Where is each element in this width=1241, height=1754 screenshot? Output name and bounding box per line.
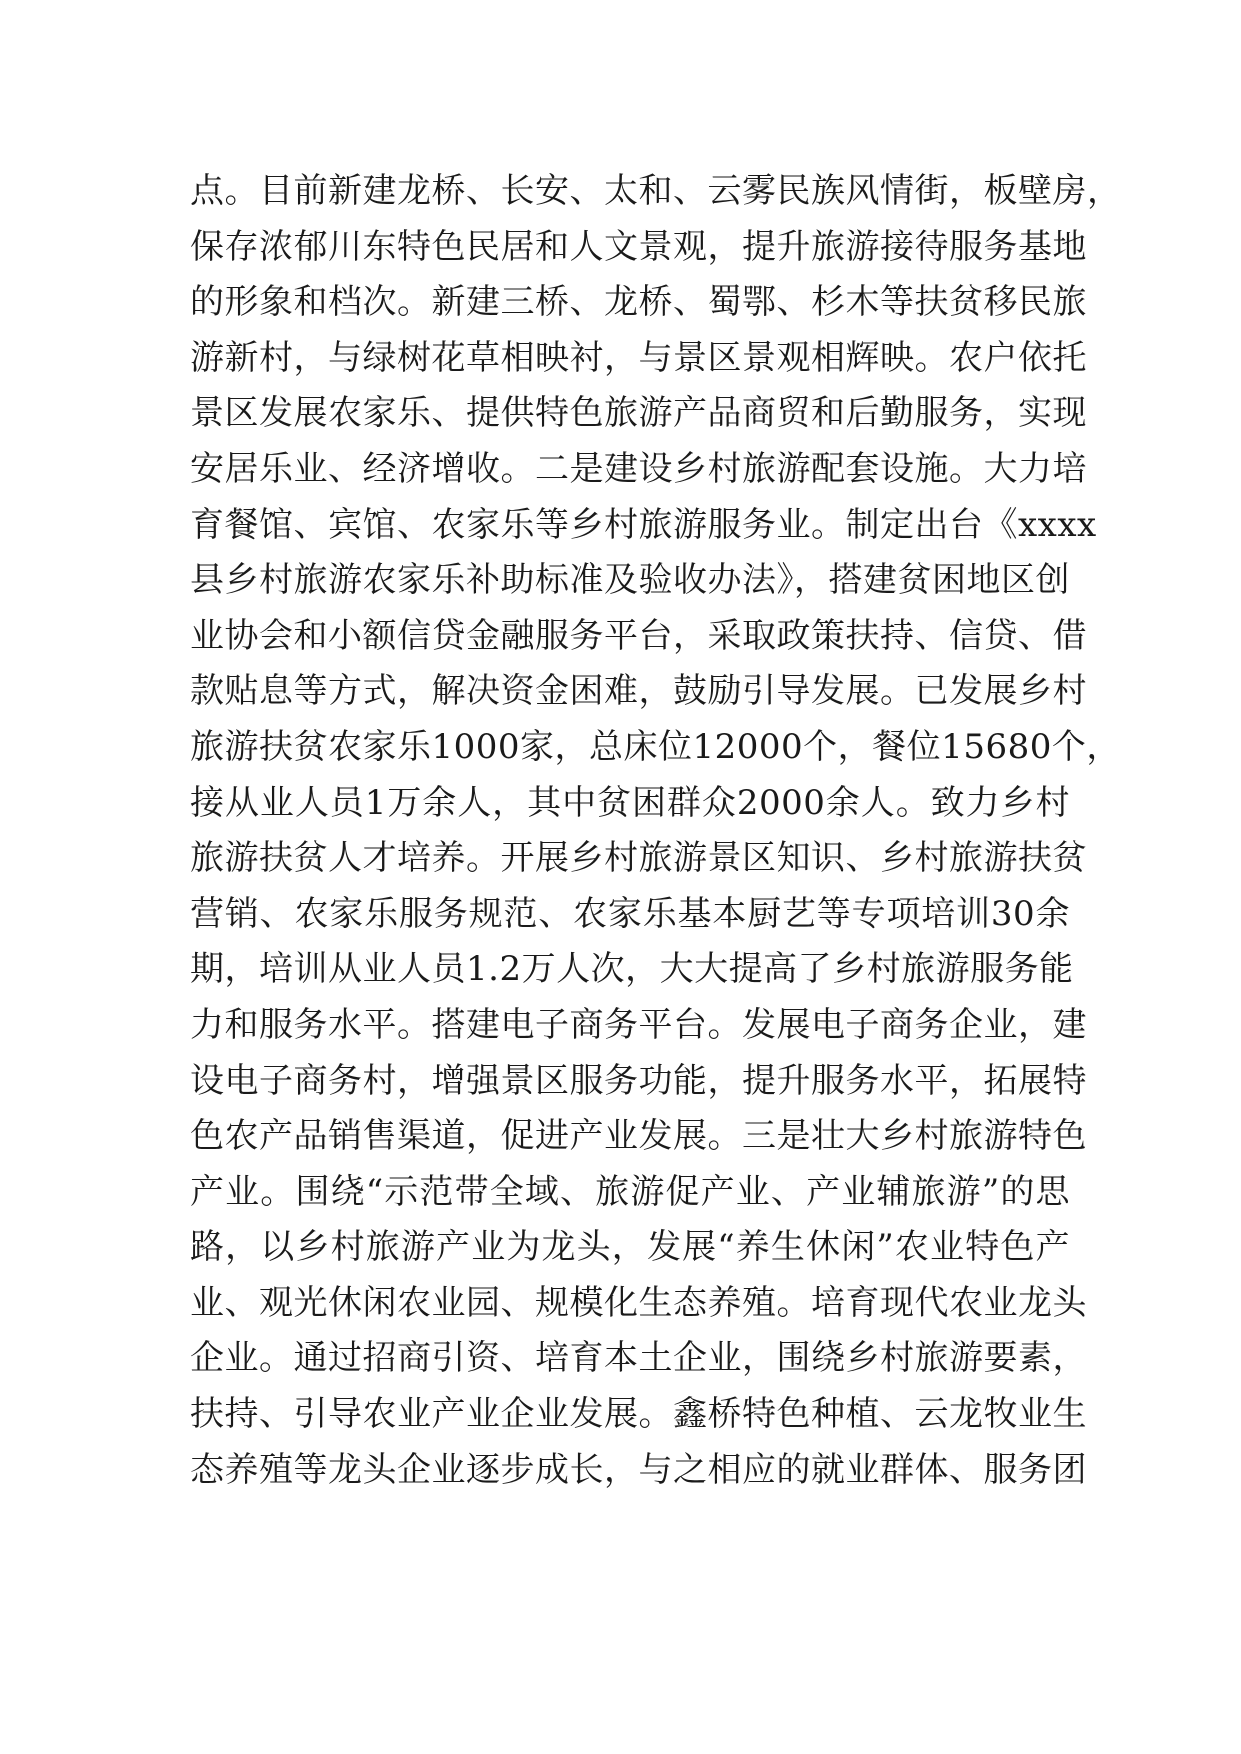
- text-line: 的形象和档次。新建三桥、龙桥、蜀鄂、杉木等扶贫移民旅: [190, 282, 1087, 323]
- text-line: 款贴息等方式，解决资金困难，鼓励引导发展。已发展乡村: [190, 671, 1087, 712]
- text-line: 接从业人员1万余人，其中贫困群众2000余人。致力乡村: [190, 782, 1070, 823]
- text-line: 扶持、引导农业产业企业发展。鑫桥特色种植、云龙牧业生: [190, 1394, 1087, 1435]
- body-text: [190, 164, 1122, 1498]
- text-line: 业、观光休闲农业园、规模化生态养殖。培育现代农业龙头: [190, 1282, 1087, 1323]
- text-line: 产业。围绕“示范带全域、旅游促产业、产业辅旅游”的思: [190, 1171, 1070, 1212]
- text-line: 安居乐业、经济增收。二是建设乡村旅游配套设施。大力培: [190, 448, 1087, 489]
- text-line: 育餐馆、宾馆、农家乐等乡村旅游服务业。制定出台《xxxx: [190, 504, 1097, 545]
- text-line: 县乡村旅游农家乐补助标准及验收办法》，搭建贫困地区创: [190, 560, 1070, 601]
- text-line: 路，以乡村旅游产业为龙头，发展“养生休闲”农业特色产: [190, 1227, 1070, 1268]
- text-line: 旅游扶贫农家乐1000家，总床位12000个，餐位15680个，: [190, 726, 1121, 767]
- text-line: 游新村，与绿树花草相映衬，与景区景观相辉映。农户依托: [190, 337, 1087, 378]
- text-line: 景区发展农家乐、提供特色旅游产品商贸和后勤服务，实现: [190, 393, 1087, 434]
- text-line: 设电子商务村，增强景区服务功能，提升服务水平，拓展特: [190, 1060, 1087, 1101]
- text-line: 期，培训从业人员1.2万人次，大大提高了乡村旅游服务能: [190, 949, 1074, 990]
- text-line: 业协会和小额信贷金融服务平台，采取政策扶持、信贷、借: [190, 615, 1087, 656]
- text-line: 旅游扶贫人才培养。开展乡村旅游景区知识、乡村旅游扶贫: [190, 838, 1087, 879]
- text-line: 营销、农家乐服务规范、农家乐基本厨艺等专项培训30余: [190, 893, 1070, 934]
- text-line: 点。目前新建龙桥、长安、太和、云雾民族风情街，板壁房，: [190, 171, 1122, 211]
- text-line: 企业。通过招商引资、培育本土企业，围绕乡村旅游要素，: [190, 1338, 1087, 1379]
- text-line: 保存浓郁川东特色民居和人文景观，提升旅游接待服务基地: [190, 226, 1087, 267]
- text-line: 色农产品销售渠道，促进产业发展。三是壮大乡村旅游特色: [190, 1116, 1087, 1157]
- text-line: 态养殖等龙头企业逐步成长，与之相应的就业群体、服务团: [190, 1449, 1087, 1490]
- text-line: 力和服务水平。搭建电子商务平台。发展电子商务企业，建: [190, 1004, 1087, 1045]
